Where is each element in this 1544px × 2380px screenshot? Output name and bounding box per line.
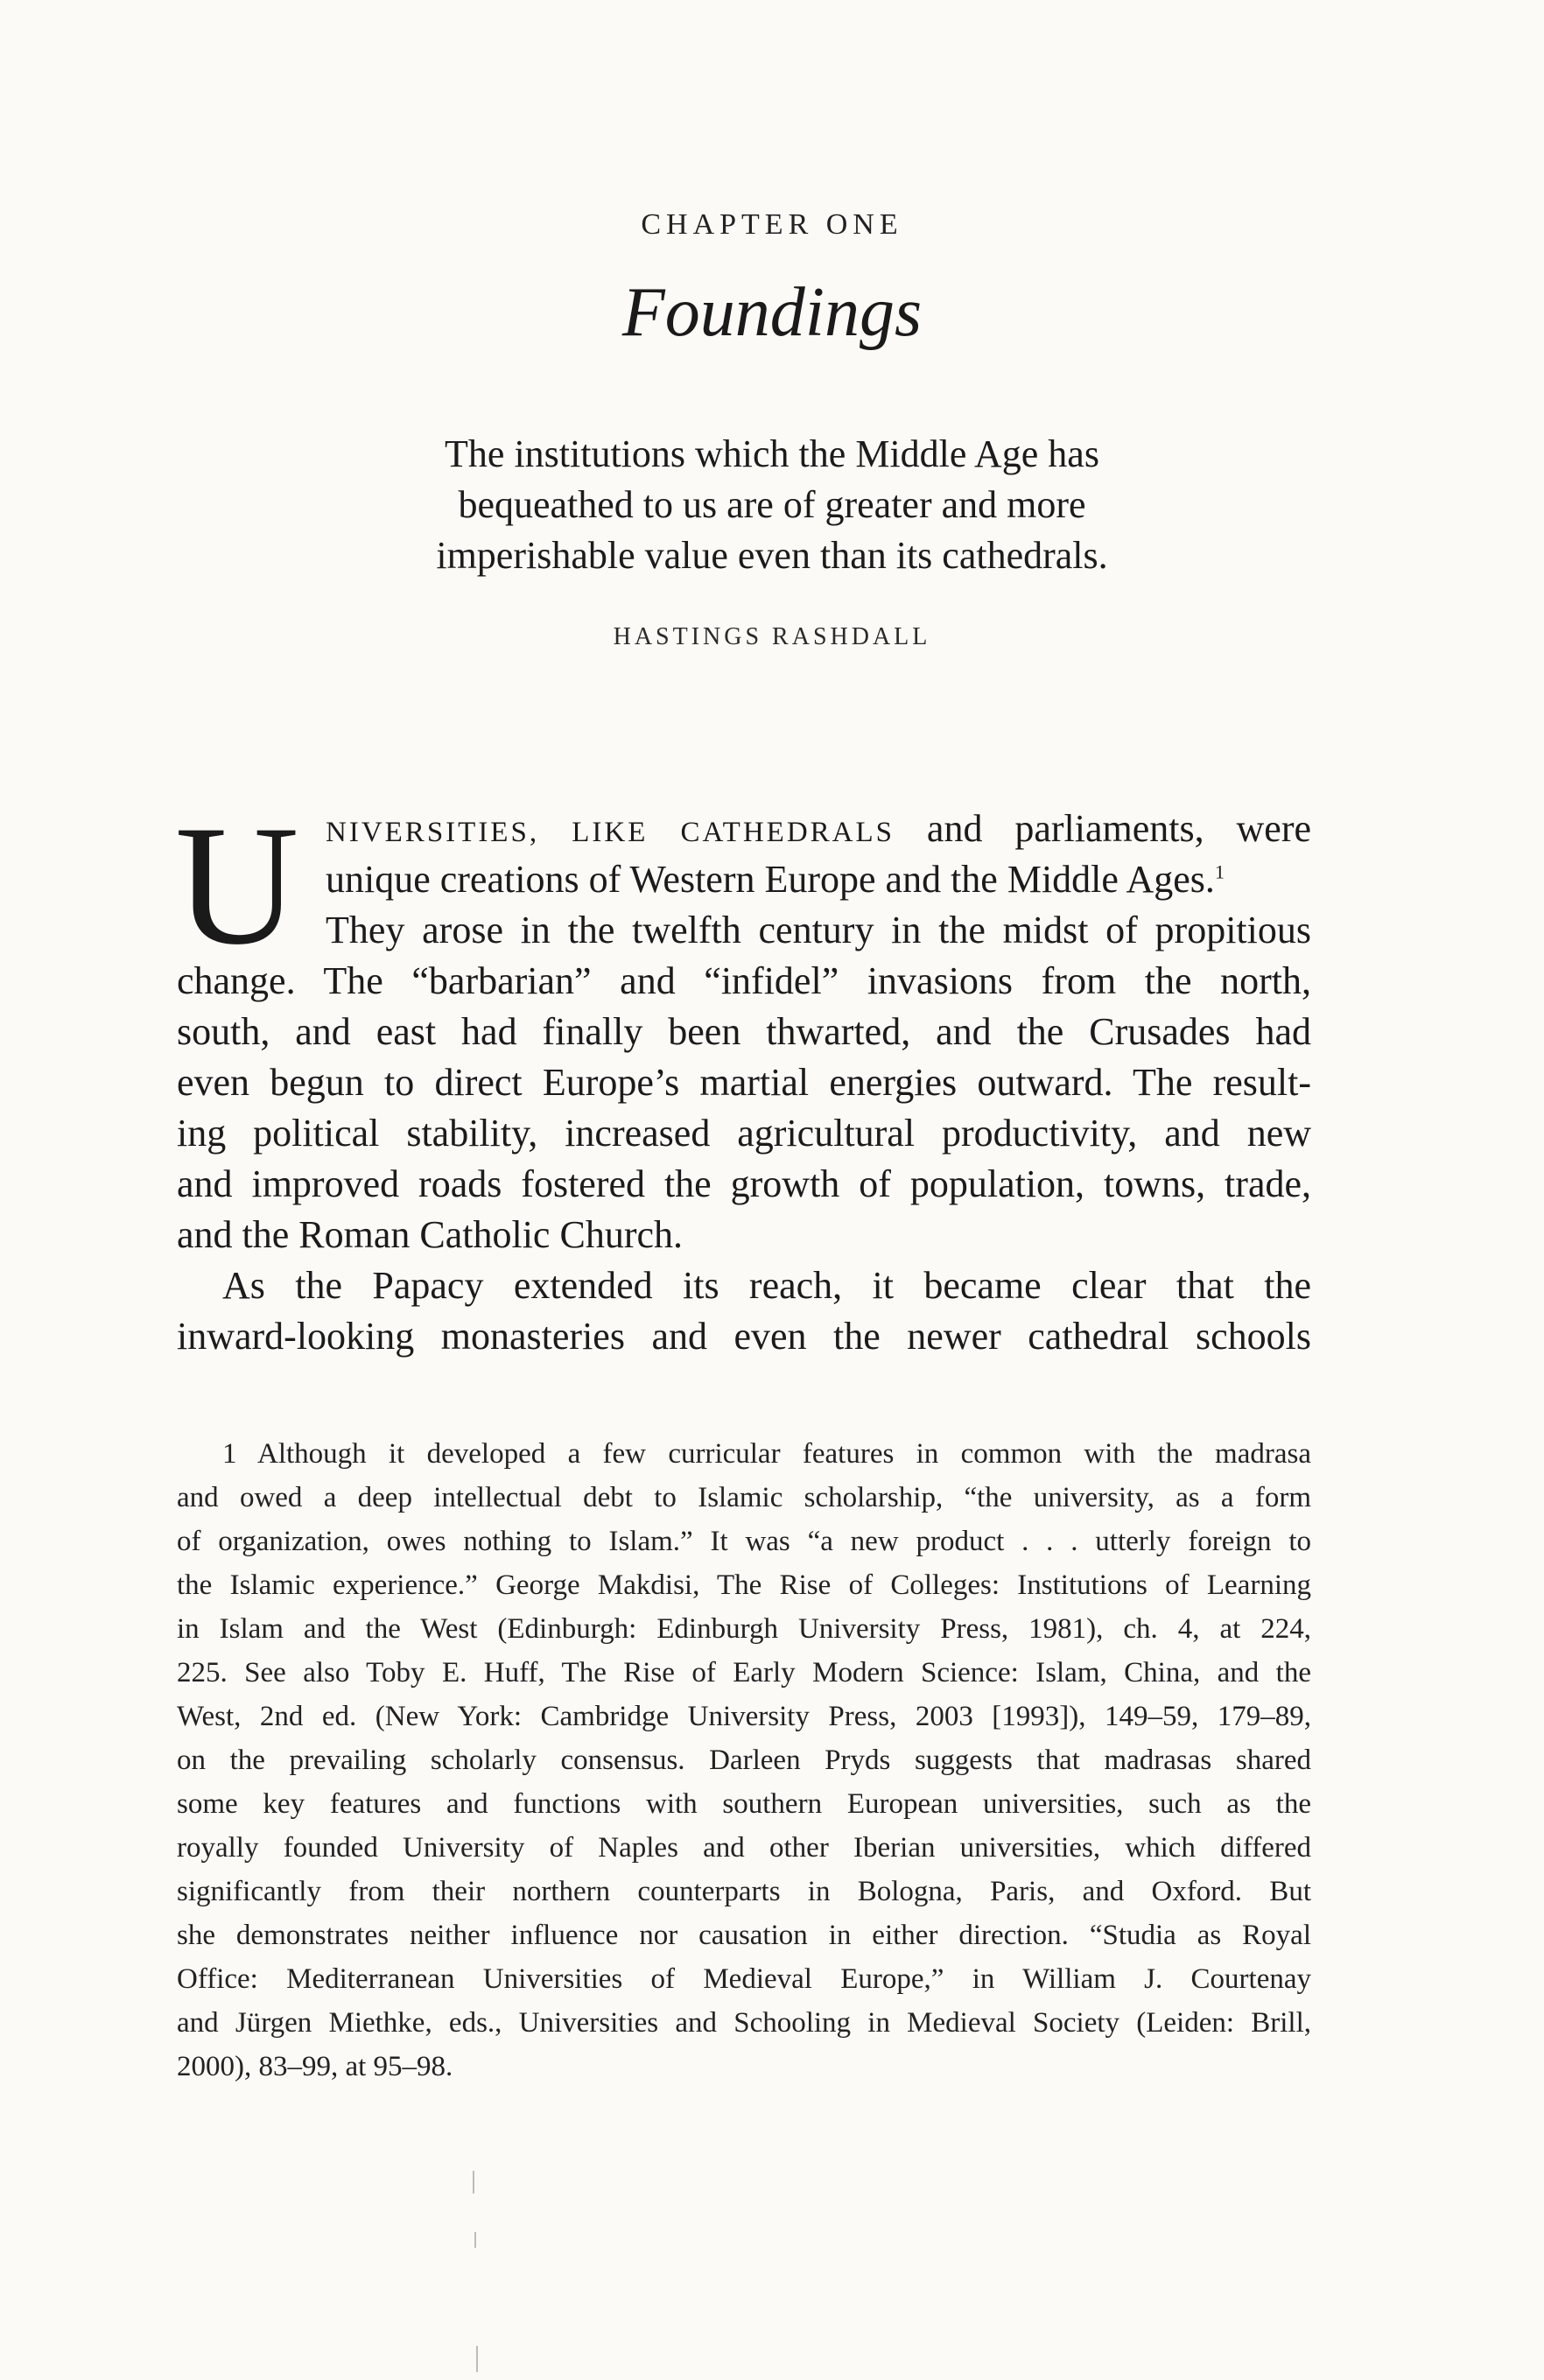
scan-mark (476, 2346, 478, 2372)
footnote-line: royally founded University of Naples and other Iberian universities, which differed (177, 1832, 1311, 1864)
body-line: As the Papacy extended its reach, it became clear that the (222, 1264, 1311, 1307)
small-caps-opening: NIVERSITIES, LIKE CATHEDRALS (326, 817, 895, 848)
drop-cap: U (175, 790, 299, 980)
body-line-rest: and parliaments, were (895, 807, 1311, 850)
epigraph-line: imperishable value even than its cathedrals. (436, 534, 1108, 577)
body-line-text: unique creations of Western Europe and the Middle Ages. (326, 858, 1215, 901)
footnote-line: Office: Mediterranean Universities of Medieval Europe,” in William J. Courtenay (177, 1963, 1311, 1995)
epigraph (334, 429, 1210, 581)
body-line (177, 854, 1311, 905)
body-line: south, and east had finally been thwarted, and the Crusades had (177, 1010, 1311, 1053)
footnote-line: West, 2nd ed. (New York: Cambridge University Press, 2003 [1993]), 149–59, 179–89, (177, 1701, 1311, 1732)
footnote-line: and Jürgen Miethke, eds., Universities and Schooling in Medieval Society (Leiden: Brill, (177, 2007, 1311, 2039)
footnote-line: and owed a deep intellectual debt to Islamic scholarship, “the university, as a form (177, 1482, 1311, 1513)
chapter-title: Foundings (621, 274, 923, 351)
footnote-line: she demonstrates neither influence nor causation in either direction. “Studia as Royal (177, 1920, 1311, 1951)
body-line: They arose in the twelfth century in the midst of propitious (326, 909, 1311, 951)
footnote-line: the Islamic experience.” George Makdisi, The Rise of Colleges: Institutions of Learning (177, 1569, 1311, 1601)
epigraph-line: bequeathed to us are of greater and more (458, 483, 1086, 526)
footnotes (177, 1432, 1311, 2089)
body-line: inward-looking monasteries and even the newer cathedral schools (177, 1315, 1311, 1358)
scan-mark (474, 2232, 476, 2248)
footnote-line: significantly from their northern counterparts in Bologna, Paris, and Oxford. But (177, 1876, 1311, 1907)
body-text (175, 790, 1311, 1362)
body-line: change. The “barbarian” and “infidel” invasions from the north, (177, 959, 1311, 1002)
scan-mark (473, 2171, 474, 2194)
body-line: and the Roman Catholic Church. (177, 1213, 683, 1256)
chapter-label: CHAPTER ONE (641, 208, 903, 241)
footnote-line: 1 Although it developed a few curricular features in common with the madrasa (222, 1438, 1311, 1470)
body-line: even begun to direct Europe’s martial energies outward. The result- (177, 1061, 1311, 1104)
body-line: and improved roads fostered the growth of population, towns, trade, (177, 1162, 1311, 1205)
footnote-ref[interactable]: 1 (1214, 860, 1225, 883)
epigraph-line: The institutions which the Middle Age has (445, 432, 1099, 475)
body-line: ing political stability, increased agricultural productivity, and new (177, 1112, 1311, 1155)
footnote-line: 2000), 83–99, at 95–98. (177, 2051, 453, 2082)
footnote-line: in Islam and the West (Edinburgh: Edinburgh University Press, 1981), ch. 4, at 224, (177, 1613, 1311, 1645)
footnote-line: 225. See also Toby E. Huff, The Rise of Early Modern Science: Islam, China, and the (177, 1657, 1311, 1688)
body-line (177, 804, 1311, 854)
footnote-line: on the prevailing scholarly consensus. Darleen Pryds suggests that madrasas shared (177, 1745, 1311, 1776)
footnote-line: of organization, owes nothing to Islam.” It was “a new product . . . utterly foreign to (177, 1526, 1311, 1557)
epigraph-attribution: HASTINGS RASHDALL (613, 623, 931, 650)
footnote-line: some key features and functions with southern European universities, such as the (177, 1788, 1311, 1820)
